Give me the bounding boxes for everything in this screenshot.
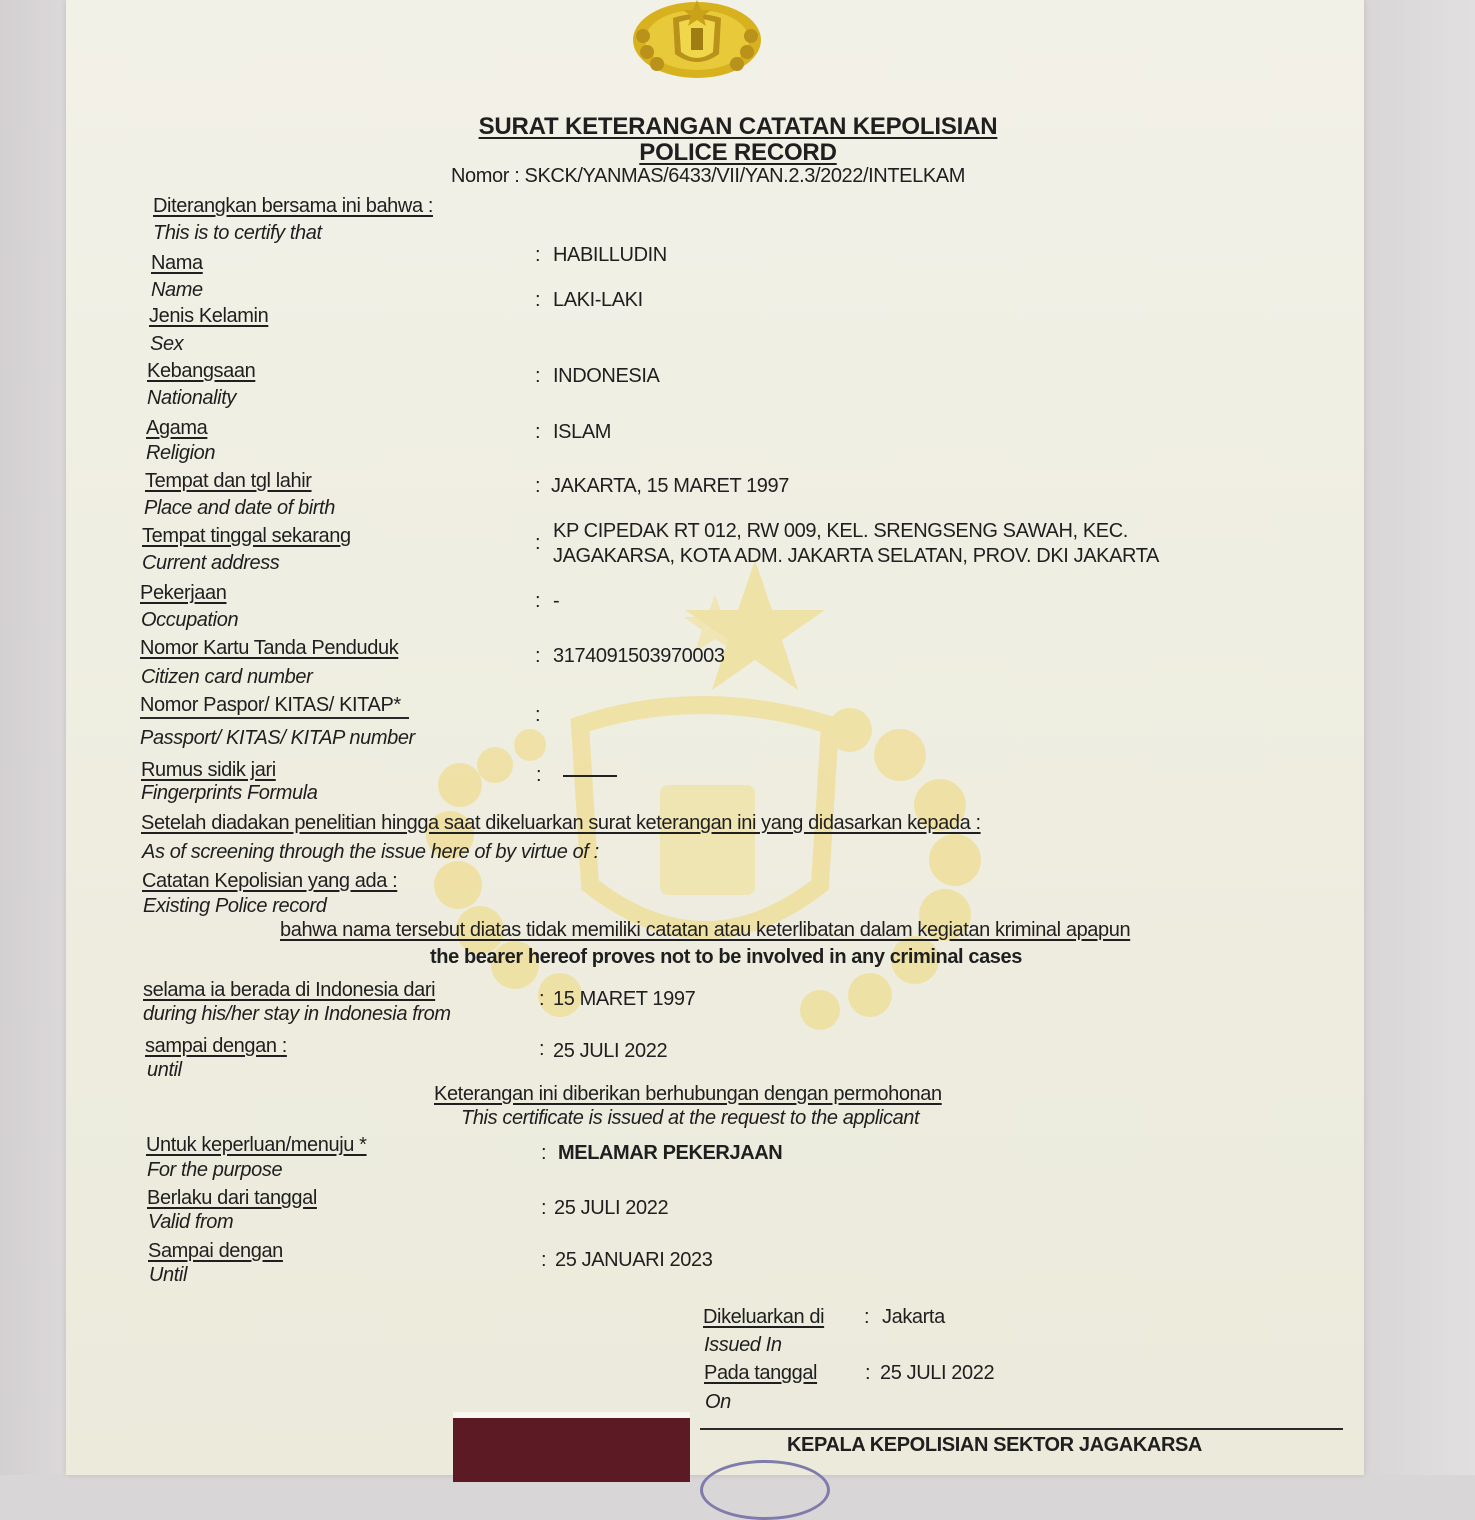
issued-on-label-id: Pada tanggal <box>704 1362 818 1384</box>
document-subtitle: POLICE RECORD <box>639 139 837 166</box>
field-value-sex: LAKI-LAKI <box>553 289 643 311</box>
field-label-en: Passport/ KITAS/ KITAP number <box>140 727 415 749</box>
valid-until-value: 25 JANUARI 2023 <box>555 1249 713 1271</box>
document-title: SURAT KETERANGAN CATATAN KEPOLISIAN <box>478 113 998 140</box>
stay-label-id: sampai dengan : <box>145 1035 287 1057</box>
screening-en: As of screening through the issue here of by virtue of : <box>142 841 599 863</box>
separator: : <box>536 764 542 786</box>
applicant-photo <box>453 1412 690 1482</box>
separator: : <box>535 532 541 554</box>
separator: : <box>535 244 541 266</box>
separator: : <box>535 365 541 387</box>
validity-label-id: Untuk keperluan/menuju * <box>146 1134 367 1156</box>
record-label-id: Catatan Kepolisian yang ada : <box>142 870 398 892</box>
field-label-id: Nomor Kartu Tanda Penduduk <box>140 637 399 659</box>
issued-on-value: 25 JULI 2022 <box>880 1362 995 1384</box>
field-label-en: Fingerprints Formula <box>141 782 318 804</box>
request-en: This certificate is issued at the request to the applicant <box>461 1107 920 1129</box>
purpose-value: MELAMAR PEKERJAAN <box>558 1142 783 1164</box>
signature-line <box>700 1428 1343 1430</box>
field-value-birth: JAKARTA, 15 MARET 1997 <box>551 475 789 497</box>
validity-label-id: Berlaku dari tanggal <box>147 1187 317 1209</box>
separator: : <box>541 1249 547 1271</box>
validity-label-en: Valid from <box>148 1211 234 1233</box>
separator: : <box>535 704 541 726</box>
number-value: SKCK/YANMAS/6433/VII/YAN.2.3/2022/INTELKAM <box>524 165 965 187</box>
stay-label-en: until <box>147 1059 182 1081</box>
signatory-title: KEPALA KEPOLISIAN SEKTOR JAGAKARSA <box>787 1434 1202 1456</box>
intro-en: This is to certify that <box>153 222 322 244</box>
field-label-en: Nationality <box>147 387 236 409</box>
separator: : <box>864 1306 870 1328</box>
validity-label-en: For the purpose <box>147 1159 283 1181</box>
document-number <box>451 164 965 188</box>
issued-on-label-en: On <box>705 1391 731 1413</box>
field-label-id: Kebangsaan <box>147 360 256 382</box>
field-value-religion: ISLAM <box>553 421 612 443</box>
separator: : <box>535 475 541 497</box>
separator: : <box>539 1038 545 1060</box>
record-label-en: Existing Police record <box>143 895 327 917</box>
valid-from-value: 25 JULI 2022 <box>554 1197 669 1219</box>
field-label-id: Jenis Kelamin <box>149 305 269 327</box>
issued-in-label-id: Dikeluarkan di <box>703 1306 825 1328</box>
statement-en: the bearer hereof proves not to be involved in any criminal cases <box>430 946 1022 968</box>
intro-id: Diterangkan bersama ini bahwa : <box>153 195 433 217</box>
field-label-id: Pekerjaan <box>140 582 227 604</box>
separator: : <box>535 289 541 311</box>
separator: : <box>865 1362 871 1384</box>
issued-in-label-en: Issued In <box>704 1334 782 1356</box>
separator: : <box>535 421 541 443</box>
field-label-en: Place and date of birth <box>144 497 335 519</box>
field-label-en: Citizen card number <box>141 666 313 688</box>
field-label-en: Religion <box>146 442 216 464</box>
stay-value-from: 15 MARET 1997 <box>553 988 696 1010</box>
field-value-occupation: - <box>553 590 560 612</box>
validity-label-en: Until <box>149 1264 188 1286</box>
stay-label-id: selama ia berada di Indonesia dari <box>143 979 436 1001</box>
field-label-id: Nama <box>151 252 203 274</box>
stay-label-en: during his/her stay in Indonesia from <box>143 1003 451 1025</box>
issued-in-value: Jakarta <box>882 1306 945 1328</box>
separator: : <box>541 1197 547 1219</box>
field-label-en: Name <box>151 279 203 301</box>
number-label: Nomor <box>451 165 510 187</box>
separator: : <box>535 645 541 667</box>
validity-label-id: Sampai dengan <box>148 1240 283 1262</box>
field-label-id: Tempat dan tgl lahir <box>145 470 312 492</box>
field-value-name: HABILLUDIN <box>553 244 667 266</box>
fingerprint-blank-line <box>563 775 617 777</box>
field-label-id: Agama <box>146 417 208 439</box>
field-label-en: Current address <box>142 552 280 574</box>
separator: : <box>541 1142 547 1164</box>
separator: : <box>514 165 520 187</box>
field-label-en: Sex <box>150 333 184 355</box>
field-value-address-line: KP CIPEDAK RT 012, RW 009, KEL. SRENGSENG SAWAH, KEC. <box>553 520 1128 542</box>
field-label-en: Occupation <box>141 609 239 631</box>
screening-id: Setelah diadakan penelitian hingga saat dikeluarkan surat keterangan ini yang didasarkan kepada : <box>141 812 981 834</box>
field-label-id: Rumus sidik jari <box>141 759 276 781</box>
field-value-address-line: JAGAKARSA, KOTA ADM. JAKARTA SELATAN, PROV. DKI JAKARTA <box>553 545 1159 567</box>
separator: : <box>539 988 545 1010</box>
field-label-id: Tempat tinggal sekarang <box>142 525 351 547</box>
separator: : <box>535 590 541 612</box>
statement-id: bahwa nama tersebut diatas tidak memiliki catatan atau keterlibatan dalam kegiatan kriminal apapun <box>280 919 1131 941</box>
field-label-id: Nomor Paspor/ KITAS/ KITAP* <box>140 693 409 719</box>
field-value-nationality: INDONESIA <box>553 365 660 387</box>
stay-value-until: 25 JULI 2022 <box>553 1040 668 1062</box>
official-stamp <box>700 1460 830 1520</box>
request-id: Keterangan ini diberikan berhubungan dengan permohonan <box>434 1083 942 1105</box>
field-value-citizen-card: 3174091503970003 <box>553 645 725 667</box>
